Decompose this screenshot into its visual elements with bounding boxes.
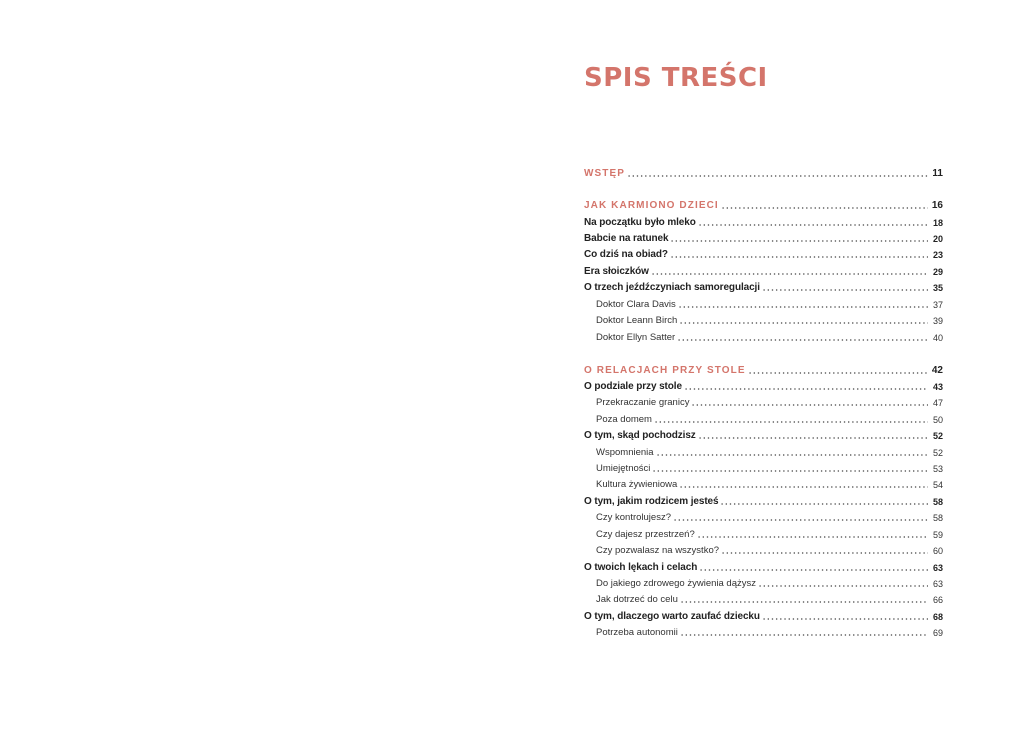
toc-entry-label: Doktor Leann Birch: [596, 315, 678, 326]
toc-page-number: 47: [932, 398, 943, 408]
toc-page-number: 59: [932, 530, 943, 540]
toc-entry-label: O tym, jakim rodzicem jesteś: [584, 496, 719, 507]
toc-entry-label: Babcie na ratunek: [584, 233, 669, 244]
toc-entry-label: Potrzeba autonomii: [596, 627, 678, 638]
dot-leader: [698, 436, 928, 440]
dot-leader: [680, 600, 928, 604]
dot-leader: [652, 469, 928, 473]
dot-leader: [758, 584, 928, 588]
toc-page-number: 50: [932, 415, 943, 425]
toc-entry-label: Czy kontrolujesz?: [596, 512, 671, 523]
toc-subsection-row: [584, 510, 943, 524]
toc-entry-label: Na początku było mleko: [584, 217, 696, 228]
toc-chapter-row: [584, 280, 943, 294]
toc-page-number: 40: [932, 333, 943, 343]
toc-subsection-row: [584, 576, 943, 590]
toc-subsection-row: [584, 527, 943, 541]
toc-entry-label: Doktor Ellyn Satter: [596, 332, 676, 343]
toc-entry-label: Co dziś na obiad?: [584, 249, 668, 260]
toc-entry-label: Czy dajesz przestrzeń?: [596, 529, 695, 540]
toc-chapter-row: [584, 215, 943, 229]
toc-chapter-row: [584, 264, 943, 278]
toc-entry-label: Do jakiego zdrowego żywienia dążysz: [596, 578, 756, 589]
toc-page-number: 60: [932, 546, 943, 556]
toc-entry-label: O twoich lękach i celach: [584, 562, 698, 573]
dot-leader: [656, 453, 928, 457]
dot-leader: [762, 288, 928, 292]
dot-leader: [679, 321, 928, 325]
dot-leader: [691, 403, 928, 407]
toc-entry-label: Poza domem: [596, 414, 652, 425]
toc-part-row: [584, 166, 943, 180]
toc-entry-label: Kultura żywieniowa: [596, 479, 678, 490]
toc-chapter-row: [584, 609, 943, 623]
toc-page-number: 35: [932, 283, 943, 293]
toc-entry-label: O RELACJACH PRZY STOLE: [584, 365, 746, 376]
toc-page-number: 54: [932, 480, 943, 490]
toc-subsection-row: [584, 297, 943, 311]
toc-part-row: [584, 363, 943, 377]
dot-leader: [627, 174, 928, 178]
toc-page-number: 16: [931, 200, 943, 211]
toc-subsection-row: [584, 543, 943, 557]
toc-entry-label: Czy pozwalasz na wszystko?: [596, 545, 720, 556]
toc-subsection-row: [584, 313, 943, 327]
toc-entry-label: Umiejętności: [596, 463, 651, 474]
toc-entry-label: Jak dotrzeć do celu: [596, 594, 678, 605]
toc-subsection-row: [584, 592, 943, 606]
toc-subsection-row: [584, 461, 943, 475]
dot-leader: [699, 568, 928, 572]
toc-subsection-row: [584, 412, 943, 426]
dot-leader: [698, 223, 928, 227]
toc-page-number: 52: [932, 448, 943, 458]
toc-subsection-row: [584, 395, 943, 409]
toc-page-number: 18: [932, 218, 943, 228]
toc-entry-label: O tym, skąd pochodzisz: [584, 430, 696, 441]
dot-leader: [762, 617, 928, 621]
toc-page: [512, 0, 1024, 729]
toc-entry-label: O tym, dlaczego warto zaufać dziecku: [584, 611, 760, 622]
dot-leader: [697, 535, 928, 539]
toc-page-number: 11: [932, 168, 943, 179]
toc-page-number: 39: [932, 316, 943, 326]
dot-leader: [680, 633, 928, 637]
toc-entry-label: Wspomnienia: [596, 447, 654, 458]
toc-page-number: 20: [932, 234, 943, 244]
toc-entry-label: O podziale przy stole: [584, 381, 682, 392]
toc-page-number: 58: [932, 497, 943, 507]
toc-page-number: 63: [932, 563, 943, 573]
toc-subsection-row: [584, 445, 943, 459]
toc-subsection-row: [584, 625, 943, 639]
toc-chapter-row: [584, 379, 943, 393]
toc-part-row: [584, 198, 943, 212]
dot-leader: [670, 239, 928, 243]
toc-page-number: 43: [932, 382, 943, 392]
toc-entry-label: WSTĘP: [584, 168, 626, 179]
toc-page-number: 66: [932, 595, 943, 605]
toc-entry-label: Przekraczanie granicy: [596, 397, 690, 408]
page-title: SPIS TREŚCI: [584, 63, 768, 93]
toc-page-number: 58: [932, 513, 943, 523]
toc-chapter-row: [584, 560, 943, 574]
toc-page-number: 42: [931, 365, 943, 376]
toc-page-number: 52: [932, 431, 943, 441]
dot-leader: [651, 272, 928, 276]
toc-page-number: 68: [932, 612, 943, 622]
dot-leader: [721, 206, 928, 210]
dot-leader: [654, 420, 928, 424]
toc-page-number: 23: [932, 250, 943, 260]
toc-chapter-row: [584, 231, 943, 245]
dot-leader: [684, 387, 928, 391]
toc-page-number: 63: [932, 579, 943, 589]
toc-entry-label: O trzech jeźdźczyniach samoregulacji: [584, 282, 760, 293]
dot-leader: [673, 518, 928, 522]
dot-leader: [677, 338, 928, 342]
dot-leader: [679, 485, 928, 489]
toc-subsection-row: [584, 330, 943, 344]
toc-page-number: 69: [932, 628, 943, 638]
dot-leader: [721, 551, 928, 555]
toc-page-number: 29: [932, 267, 943, 277]
toc-subsection-row: [584, 477, 943, 491]
toc-chapter-row: [584, 428, 943, 442]
toc-page-number: 53: [932, 464, 943, 474]
toc-chapter-row: [584, 247, 943, 261]
toc-page-number: 37: [932, 300, 943, 310]
dot-leader: [678, 305, 928, 309]
toc-chapter-row: [584, 494, 943, 508]
toc-entry-label: Era słoiczków: [584, 266, 649, 277]
toc-entry-label: Doktor Clara Davis: [596, 299, 676, 310]
dot-leader: [748, 371, 928, 375]
toc-entry-label: JAK KARMIONO DZIECI: [584, 200, 719, 211]
dot-leader: [720, 502, 928, 506]
dot-leader: [670, 255, 928, 259]
